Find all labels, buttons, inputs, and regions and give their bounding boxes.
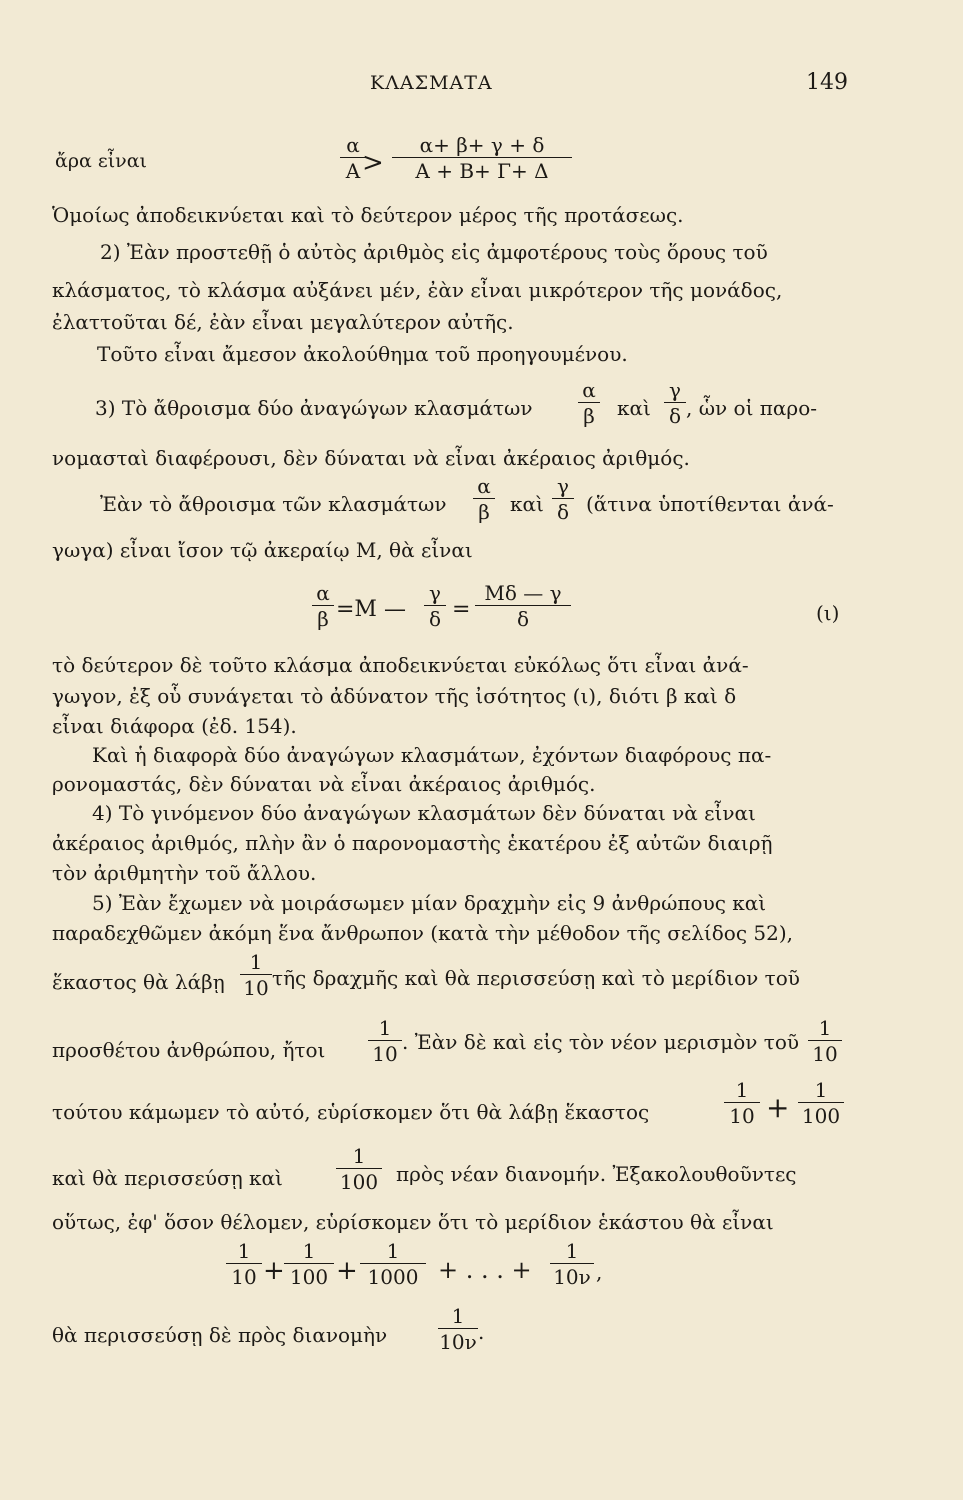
numerator: 1 [814,1078,828,1102]
text-line: γωγα) εἶναι ἴσον τῷ ἀκεραίῳ Μ, θὰ εἶναι [52,538,473,562]
denominator: δ [668,404,682,428]
numerator: 1 [237,1239,251,1263]
numerator: 1 [818,1016,832,1040]
denominator: δ [428,607,442,631]
numerator: 1 [451,1304,465,1328]
denominator: Α [345,159,361,183]
numerator: α [477,474,491,498]
equals-sign: = [452,597,471,622]
text-line: τούτου κάμωμεν τὸ αὐτό, εὑρίσκομεν ὅτι θὰ λάβῃ ἕκαστος [52,1100,650,1124]
running-header: ΚΛΑΣΜΑΤΑ [370,72,493,94]
fraction [438,1306,478,1352]
text-line: καὶ θὰ περισσεύσῃ καὶ [52,1166,283,1190]
denominator: 10 [243,976,269,1000]
text-line: οὕτως, ἐφ' ὅσον θέλομεν, εὑρίσκομεν ὅτι τὸ μερίδιον ἑκάστου θὰ εἶναι [52,1210,774,1234]
fraction [724,1080,760,1126]
denominator: 100 [289,1265,329,1289]
denominator: 100 [801,1104,841,1128]
numerator: 1 [378,1016,392,1040]
denominator: β [317,607,329,631]
fraction [473,476,495,522]
text-line: ἐλαττοῦται δέ, ἐὰν εἶναι μεγαλύτερον αὐτῆς. [52,310,514,334]
numerator: γ [557,474,569,498]
text-line: ἀκέραιος ἀριθμός, πλὴν ἂν ὁ παρονομαστὴς ἑκατέρου ἐξ αὐτῶν διαιρῇ [52,831,773,855]
text-line: θὰ περισσεύσῃ δὲ πρὸς διανομὴν [52,1323,388,1347]
denominator: 10ν [439,1330,477,1354]
denominator: δ [556,500,570,524]
equation-tag: (ι) [816,601,840,625]
greater-than-sign: > [362,148,384,178]
fraction [424,583,446,629]
text-line: ρονομαστάς, δὲν δύναται νὰ εἶναι ἀκέραιος ἀριθμός. [52,772,596,796]
fraction [336,1146,382,1192]
text-line: κλάσματος, τὸ κλάσμα αὐξάνει μέν, ἐὰν εἶναι μικρότερον τῆς μονάδος, [52,278,783,302]
plus-sign: + [263,1256,285,1286]
fraction [226,1241,262,1287]
plus-sign: + [336,1256,358,1286]
numerator: α [582,378,596,402]
plus-sign: + [766,1091,790,1124]
fraction [312,583,334,629]
numerator: 1 [735,1078,749,1102]
text-line: 4) Τὸ γινόμενον δύο ἀναγώγων κλασμάτων δὲν δύναται νὰ εἶναι [92,801,756,825]
fraction [808,1018,842,1064]
comma: , [596,1260,603,1284]
fraction [552,476,574,522]
numerator: α+ β+ γ + δ [419,133,545,157]
text-word: καὶ [617,396,651,420]
denominator: 10 [372,1042,398,1066]
text-word: (ἅτινα ὑποτίθενται ἀνά- [586,492,834,516]
text-line: Τοῦτο εἶναι ἄμεσον ἀκολούθημα τοῦ προηγουμένου. [97,342,628,366]
text-line: ἄρα εἶναι [55,150,147,172]
text-line: νομασταὶ διαφέρουσι, δὲν δύναται νὰ εἶναι ἀκέραιος ἀριθμός. [52,446,690,470]
numerator: 1 [249,950,263,974]
denominator: Α + Β+ Γ+ Δ [415,159,549,183]
denominator: 10 [729,1104,755,1128]
text-word: , ὧν οἱ παρο- [686,396,817,420]
text-line: Ἐὰν τὸ ἄθροισμα τῶν κλασμάτων [100,492,447,516]
fraction [284,1241,334,1287]
text-line: 2) Ἐὰν προστεθῇ ὁ αὐτὸς ἀριθμὸς εἰς ἀμφοτέρους τοὺς ὅρους τοῦ [100,240,768,264]
numerator: γ [429,581,441,605]
numerator: 1 [565,1239,579,1263]
denominator: δ [516,607,530,631]
fraction [368,1018,402,1064]
denominator: 100 [339,1170,379,1194]
denominator: 10 [231,1265,257,1289]
fraction [360,1241,426,1287]
period: . [478,1320,485,1344]
denominator: 10 [812,1042,838,1066]
fraction [798,1080,844,1126]
text-line: γωγον, ἐξ οὗ συνάγεται τὸ ἀδύνατον τῆς ἰσότητος (ι), διότι β καὶ δ [52,684,737,708]
numerator: 1 [352,1144,366,1168]
fraction [240,952,272,998]
text-line: πρὸς νέαν διανομήν. Ἐξακολουθοῦντες [396,1162,797,1186]
text-line: τὸ δεύτερον δὲ τοῦτο κλάσμα ἀποδεικνύεται εὐκόλως ὅτι εἶναι ἀνά- [52,653,749,677]
denominator: 1000 [367,1265,419,1289]
ellipsis-plus: + . . . + [438,1256,532,1284]
numerator: 1 [302,1239,316,1263]
fraction [392,135,572,181]
text-line: 5) Ἐὰν ἔχωμεν νὰ μοιράσωμεν μίαν δραχμὴν εἰς 9 ἀνθρώπους καὶ [92,891,767,915]
text-line: προσθέτου ἀνθρώπου, ἤτοι [52,1038,326,1062]
page-number: 149 [806,70,848,95]
text-line: ἕκαστος θὰ λάβῃ [52,970,225,994]
denominator: 10ν [553,1265,591,1289]
fraction [475,583,571,629]
numerator: α [316,581,330,605]
fraction [664,380,686,426]
numerator: 1 [386,1239,400,1263]
text-line: 3) Τὸ ἄθροισμα δύο ἀναγώγων κλασμάτων [95,396,533,420]
text-line: Ὁμοίως ἀποδεικνύεται καὶ τὸ δεύτερον μέρος τῆς προτάσεως. [52,203,684,227]
text-line: τὸν ἀριθμητὴν τοῦ ἄλλου. [52,861,317,885]
numerator: γ [669,378,681,402]
text-line: παραδεχθῶμεν ἀκόμη ἕνα ἄνθρωπον (κατὰ τὴν μέθοδον τῆς σελίδος 52), [52,921,793,945]
text-word: καὶ [510,492,544,516]
numerator: Μδ — γ [484,581,562,605]
fraction [550,1241,594,1287]
text-line: Καὶ ἡ διαφορὰ δύο ἀναγώγων κλασμάτων, ἐχόντων διαφόρους πα- [92,743,772,767]
text-line: εἶναι διάφορα (ἐδ. 154). [52,714,297,738]
equation-term: =Μ — [336,597,406,622]
text-line: τῆς δραχμῆς καὶ θὰ περισσεύσῃ καὶ τὸ μερίδιον τοῦ [272,966,800,990]
denominator: β [478,500,490,524]
fraction [578,380,600,426]
numerator: α [346,133,360,157]
text-line: . Ἐὰν δὲ καὶ εἰς τὸν νέον μερισμὸν τοῦ [402,1030,800,1054]
denominator: β [583,404,595,428]
